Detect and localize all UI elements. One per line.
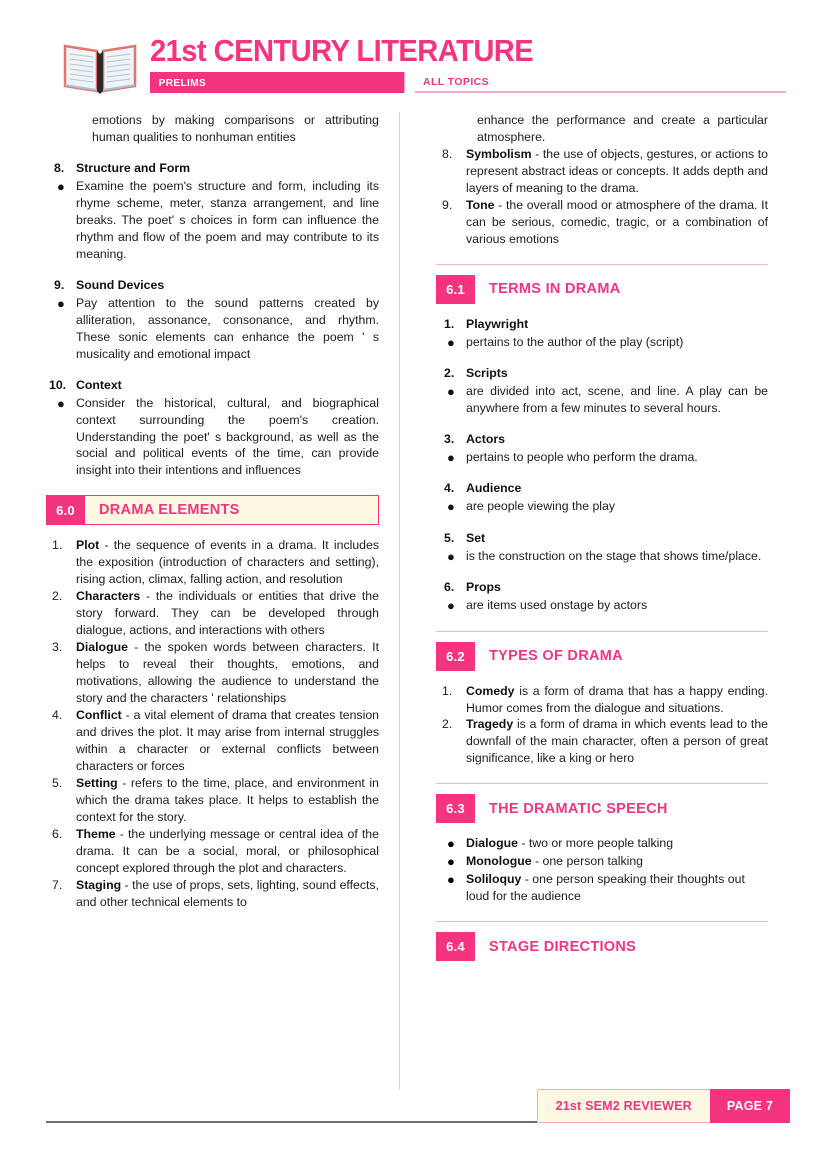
section-rule [436, 631, 768, 632]
item-heading [436, 480, 768, 497]
list-item [436, 316, 768, 351]
list-item [46, 707, 379, 775]
item-title: Actors [466, 432, 505, 447]
item-definition: - refers to the time, place, and environment in which the drama takes place. It helps to establish the context for the story. [76, 775, 379, 824]
item-heading [46, 377, 379, 394]
item-text [76, 775, 379, 826]
section-header-6-2 [436, 631, 768, 671]
bullet-icon: ● [447, 499, 455, 515]
bullet-icon: ● [447, 384, 455, 400]
item-definition: is a form of drama in which events lead to the downfall of the main character, often a person of great significance, like a king or hero [466, 717, 768, 766]
footer-tag [537, 1089, 790, 1123]
item-body [436, 449, 768, 466]
list-item [46, 277, 379, 363]
list-item [46, 639, 379, 707]
item-definition: - the use of objects, gestures, or actions to represent abstract ideas or concepts. It adds depth and layers of meaning to the drama. [466, 146, 768, 195]
list-item [436, 365, 768, 417]
item-heading [46, 277, 379, 294]
item-number: 1. [442, 683, 453, 698]
right-column [408, 112, 768, 1089]
section-label: STAGE DIRECTIONS [489, 938, 637, 955]
item-text [76, 826, 379, 877]
item-definition: - the overall mood or atmosphere of the drama. It can be serious, comedic, tragic, or a combination of various emotions [466, 197, 768, 246]
footer-page-number: PAGE 7 [710, 1089, 790, 1123]
item-definition: - the spoken words between characters. It helps to reveal their thoughts, emotions, and motivations, allowing the audience to understand the story and the characters ' relationships [76, 640, 379, 706]
item-number: 3. [444, 432, 455, 447]
section-number: 6.3 [436, 794, 475, 823]
terms-in-drama-list [436, 316, 768, 615]
item-body [436, 548, 768, 565]
item-heading [436, 365, 768, 382]
list-item [436, 871, 768, 905]
section-header-row [436, 932, 768, 961]
item-title: Scripts [466, 366, 508, 381]
item-heading [436, 316, 768, 333]
item-definition: - the underlying message or central idea of the drama. It can be a social, moral, or philosophical concept explored through the plot and characters. [76, 826, 379, 875]
section-header-6-1 [436, 264, 768, 304]
item-text [466, 197, 768, 248]
item-number: 5. [444, 530, 455, 545]
item-term: Dialogue [466, 836, 518, 851]
item-title: Props [466, 580, 501, 595]
item-definition: - the individuals or entities that drive the story forward. They can be developed through dialogue, actions, and interactions with others [76, 589, 379, 638]
section-label: DRAMA ELEMENTS [99, 502, 240, 519]
item-text [466, 853, 768, 871]
section-number: 6.1 [436, 275, 475, 304]
section-header-row [46, 495, 379, 525]
bullet-icon: ● [447, 872, 455, 888]
item-text [466, 146, 768, 197]
section-number: 6.4 [436, 932, 475, 961]
bullet-icon: ● [447, 854, 455, 870]
item-term: Symbolism [466, 146, 532, 161]
list-item [46, 775, 379, 826]
section-number: 6.0 [46, 495, 85, 525]
dramatic-speech-list [436, 835, 768, 905]
footer-title: 21st SEM2 REVIEWER [537, 1089, 710, 1123]
section-label: TYPES OF DRAMA [489, 648, 623, 665]
item-number: 8. [54, 160, 65, 175]
item-text: Examine the poem's structure and form, including its rhyme scheme, meter, stanza arrangement, and line breaks. The poet' s choices in form can influence the rhythm and flow of the poem and may contribute to its meaning. [76, 178, 379, 261]
section-header-6-3 [436, 783, 768, 823]
document-header [62, 34, 786, 102]
section-header-row [436, 275, 768, 304]
item-term: Tone [466, 197, 495, 212]
item-title: Audience [466, 481, 522, 496]
bullet-icon: ● [447, 334, 455, 350]
item-number: 9. [442, 197, 453, 212]
item-body [436, 597, 768, 614]
item-text: pertains to the author of the play (script) [466, 334, 684, 349]
item-heading [46, 160, 379, 177]
item-text [76, 588, 379, 639]
item-term: Conflict [76, 708, 122, 723]
item-definition: - one person speaking their thoughts out loud for the audience [466, 872, 745, 904]
list-item [46, 160, 379, 263]
item-term: Characters [76, 589, 141, 604]
document-footer [46, 1087, 790, 1123]
item-body [436, 334, 768, 351]
item-number: 3. [52, 640, 63, 655]
item-text [76, 639, 379, 707]
item-term: Tragedy [466, 717, 514, 732]
item-text [466, 835, 768, 853]
section-header-row [436, 642, 768, 671]
item-number: 2. [52, 589, 63, 604]
bullet-icon: ● [447, 836, 455, 852]
item-number: 7. [52, 877, 63, 892]
list-item [436, 835, 768, 853]
section-number: 6.2 [436, 642, 475, 671]
item-number: 6. [444, 580, 455, 595]
list-item [436, 146, 768, 197]
left-column [46, 112, 391, 1089]
open-book-icon [62, 40, 138, 96]
item-text: is the construction on the stage that shows time/place. [466, 548, 762, 563]
item-number: 4. [444, 481, 455, 496]
item-term: Staging [76, 877, 122, 892]
item-text: are people viewing the play [466, 499, 616, 514]
item-text [76, 707, 379, 775]
item-title: Context [76, 377, 122, 392]
item-definition: is a form of drama that has a happy ending. Humor comes from the dialogue and situations. [466, 683, 768, 715]
item-text [76, 877, 379, 911]
item-text: Pay attention to the sound patterns created by alliteration, assonance, consonance, and rhythm. These sonic elements can enhance the poem ' s musicality and emotional impact [76, 295, 379, 361]
item-number: 1. [444, 316, 455, 331]
item-text [466, 716, 768, 767]
section-label: THE DRAMATIC SPEECH [489, 800, 668, 817]
item-body [46, 295, 379, 363]
item-number: 6. [52, 826, 63, 841]
two-column-body [46, 112, 790, 1089]
item-body [436, 498, 768, 515]
item-number: 1. [52, 538, 63, 553]
item-title: Sound Devices [76, 277, 165, 292]
list-item [46, 537, 379, 588]
item-term: Dialogue [76, 640, 128, 655]
item-term: Setting [76, 775, 118, 790]
item-definition: - a vital element of drama that creates tension and drives the plot. It may arise from internal struggles within a character or external conflicts between characters or forces [76, 708, 379, 773]
list-item [436, 683, 768, 717]
section-header-6-0 [46, 495, 379, 525]
page-title: 21st CENTURY LITERATURE [150, 33, 534, 68]
list-item [436, 530, 768, 565]
continued-paragraph-right: enhance the performance and create a particular atmosphere. [477, 113, 768, 144]
tab-all-topics[interactable]: ALL TOPICS [415, 72, 786, 93]
item-number: 9. [54, 277, 65, 292]
section-header-6-4 [436, 921, 768, 961]
list-item [46, 826, 379, 877]
item-number: 8. [442, 146, 453, 161]
item-term: Theme [76, 826, 116, 841]
bullet-icon: ● [447, 598, 455, 614]
list-item [46, 377, 379, 480]
section-rule [436, 921, 768, 922]
item-number: 10. [49, 377, 67, 392]
item-text [466, 871, 768, 905]
column-divider [399, 112, 400, 1089]
bullet-icon: ● [447, 450, 455, 465]
item-term: Monologue [466, 854, 532, 869]
item-definition: - the sequence of events in a drama. It includes the exposition (introduction of characters and setting), rising action, climax, falling action, and resolution [76, 538, 379, 587]
item-term: Plot [76, 538, 100, 553]
item-text: are divided into act, scene, and line. A play can be anywhere from a few minutes to several hours. [466, 384, 768, 416]
item-number: 5. [52, 775, 63, 790]
list-item [436, 853, 768, 871]
section-header-row [436, 794, 768, 823]
types-of-drama-list [436, 683, 768, 768]
item-term: Comedy [466, 683, 515, 698]
item-body [436, 383, 768, 417]
item-number: 2. [442, 717, 453, 732]
list-item [436, 197, 768, 248]
bullet-icon: ● [57, 295, 65, 311]
tab-prelims[interactable]: PRELIMS [150, 72, 404, 93]
item-title: Structure and Form [76, 160, 191, 175]
bullet-icon: ● [57, 178, 65, 194]
list-item [46, 588, 379, 639]
header-tabbar [150, 72, 786, 93]
item-text [466, 683, 768, 717]
item-number: 4. [52, 708, 63, 723]
list-item [436, 579, 768, 614]
bullet-icon: ● [57, 395, 65, 411]
item-heading [436, 431, 768, 448]
item-heading [436, 579, 768, 596]
item-definition: - two or more people talking [517, 836, 674, 851]
item-number: 2. [444, 366, 455, 381]
item-definition: - the use of props, sets, lighting, sound effects, and other technical elements to [76, 877, 379, 909]
item-text [76, 537, 379, 588]
item-text: Consider the historical, cultural, and biographical context surrounding the poem's creation. Understanding the poet' s background, as well as the social and political events of the time, can provide insight into their intentions and influences [76, 395, 379, 478]
item-title: Set [466, 530, 486, 545]
item-body [46, 178, 379, 263]
list-item [436, 431, 768, 466]
item-term: Soliloquy [466, 872, 522, 887]
list-item [436, 716, 768, 767]
header-title-block [150, 34, 786, 93]
drama-elements-list [46, 537, 379, 910]
item-text: pertains to people who perform the drama. [466, 450, 698, 464]
section-rule [436, 783, 768, 784]
section-rule [436, 264, 768, 265]
list-item [436, 480, 768, 515]
item-heading [436, 530, 768, 547]
item-body [46, 395, 379, 480]
bullet-icon: ● [447, 548, 455, 564]
item-title: Playwright [466, 316, 529, 331]
list-item [46, 877, 379, 911]
item-text: are items used onstage by actors [466, 598, 648, 613]
item-definition: - one person talking [531, 854, 644, 869]
continued-paragraph-left: emotions by making comparisons or attributing human qualities to nonhuman entities [92, 113, 379, 144]
drama-elements-continued-list [436, 146, 768, 248]
section-label: TERMS IN DRAMA [489, 281, 621, 298]
